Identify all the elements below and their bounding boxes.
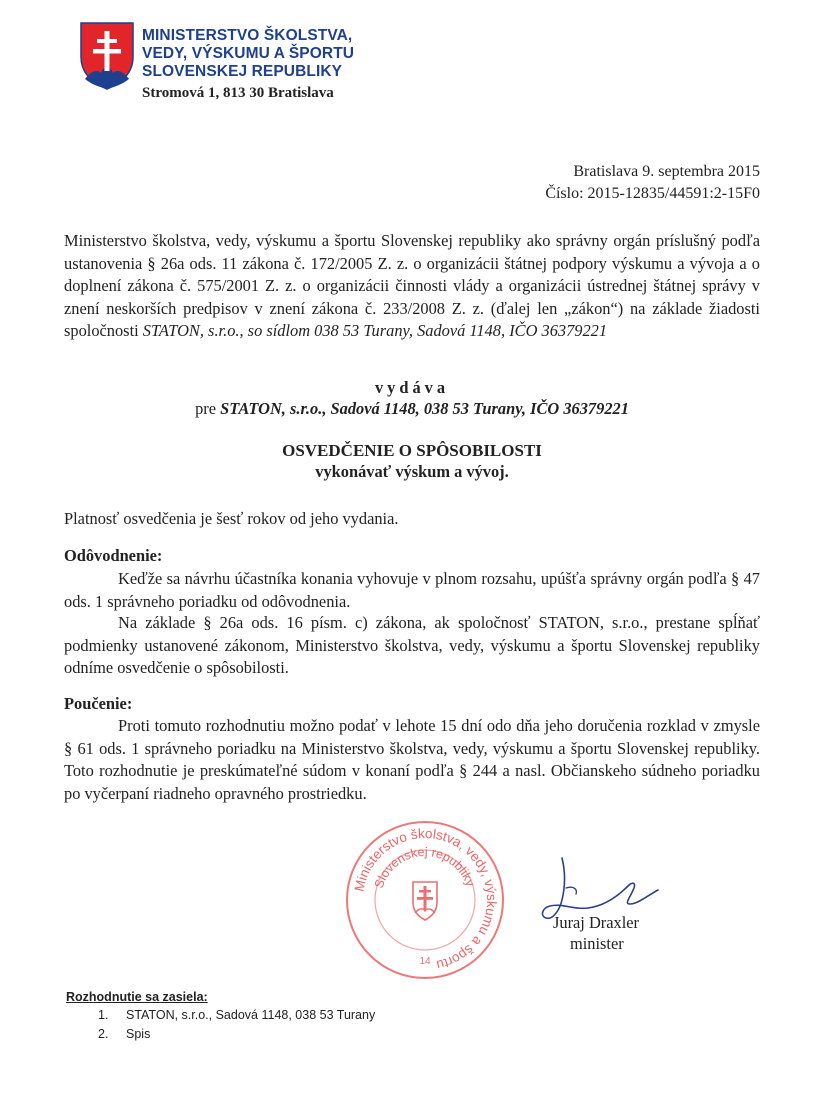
issue-verb: vydáva [374, 378, 450, 397]
ministry-name-line-2: VEDY, VÝSKUMU A ŠPORTU [142, 45, 355, 62]
signatory-role: minister [570, 934, 624, 953]
list-item-number: 1. [98, 1008, 109, 1022]
intro-paragraph [64, 230, 760, 343]
recipient-line [64, 399, 760, 419]
justification-paragraph-2: Na základe § 26a ods. 16 písm. c) zákona, ak spoločnosť STATON, s.r.o., prestane spĺňať podmienky ustanovené zákonom, Ministerstvo školstva, vedy, výskumu a športu Slovenskej republiky odníme osvedčenie o spôsobilosti. [64, 613, 760, 678]
list-item-text: Spis [126, 1027, 151, 1041]
justification-paragraph-1: Keďže sa návrhu účastníka konania vyhovuje v plnom rozsahu, upúšťa správny orgán podľa § 47 ods. 1 správneho poriadku od odôvodnenia. [64, 569, 760, 611]
list-item-number: 2. [98, 1027, 109, 1041]
stamp-ring-text: Ministerstvo školstva, vedy, výskumu a športu [351, 825, 500, 973]
stamp-inner-text: Slovenskej republiky [371, 844, 478, 891]
justification-heading: Odôvodnenie: [64, 546, 163, 565]
intro-text: Ministerstvo školstva, vedy, výskumu a športu Slovenskej republiky ako správny orgán príslušný podľa ustanovenia § 26a ods. 11 zákona č. 172/2005 Z. z. o organizácii štátnej podpory výskumu a vývoja a o doplnení zákona č. 575/2001 Z. z. o organizácii činnosti vlády a organizácii ústrednej štátnej správy v znení neskorších predpisov v znení zákona č. 233/2008 Z. z. (ďalej len „zákon“) na základe žiadosti spoločnosti [64, 231, 760, 341]
document-date: Bratislava 9. septembra 2015 [573, 163, 760, 180]
distribution-heading: Rozhodnutie sa zasiela: [66, 990, 208, 1004]
ministry-name-line-1: MINISTERSTVO ŠKOLSTVA, [142, 27, 353, 44]
list-item [98, 1008, 375, 1022]
validity-text: Platnosť osvedčenia je šesť rokov od jeho vydania. [64, 509, 399, 528]
stamp-crest-icon [413, 882, 437, 920]
recipient-prefix: pre [195, 399, 217, 418]
reference-number: Číslo: 2015-12835/44591:2-15F0 [545, 185, 760, 202]
stamp-number: 14 [419, 956, 431, 967]
intro-company: STATON, s.r.o., so sídlom 038 53 Turany, Sadová 1148, IČO 36379221 [142, 321, 608, 341]
recipient-name: STATON, s.r.o., Sadová 1148, 038 53 Turany, IČO 36379221 [220, 399, 629, 418]
official-stamp [343, 818, 507, 982]
coat-of-arms-icon [79, 21, 135, 91]
certificate-subtitle: vykonávať výskum a vývoj. [315, 462, 509, 481]
certificate-title: OSVEDČENIE O SPÔSOBILOSTI [282, 441, 542, 460]
ministry-name-line-3: SLOVENSKEJ REPUBLIKY [142, 63, 343, 80]
signatory-name: Juraj Draxler [553, 913, 640, 932]
instruction-heading: Poučenie: [64, 694, 133, 713]
list-item-text: STATON, s.r.o., Sadová 1148, 038 53 Turany [126, 1008, 376, 1022]
list-item [98, 1027, 150, 1041]
ministry-address: Stromová 1, 813 30 Bratislava [142, 85, 334, 101]
instruction-paragraph: Proti tomuto rozhodnutiu možno podať v lehote 15 dní odo dňa jeho doručenia rozklad v zmysle § 61 ods. 1 správneho poriadku na Ministerstvo školstva, vedy, výskumu a športu Slovenskej republiky. Toto rozhodnutie je preskúmateľné súdom v konaní podľa § 244 a nasl. Občianskeho súdneho poriadku po vyčerpaní riadneho opravného prostriedku. [64, 716, 760, 803]
